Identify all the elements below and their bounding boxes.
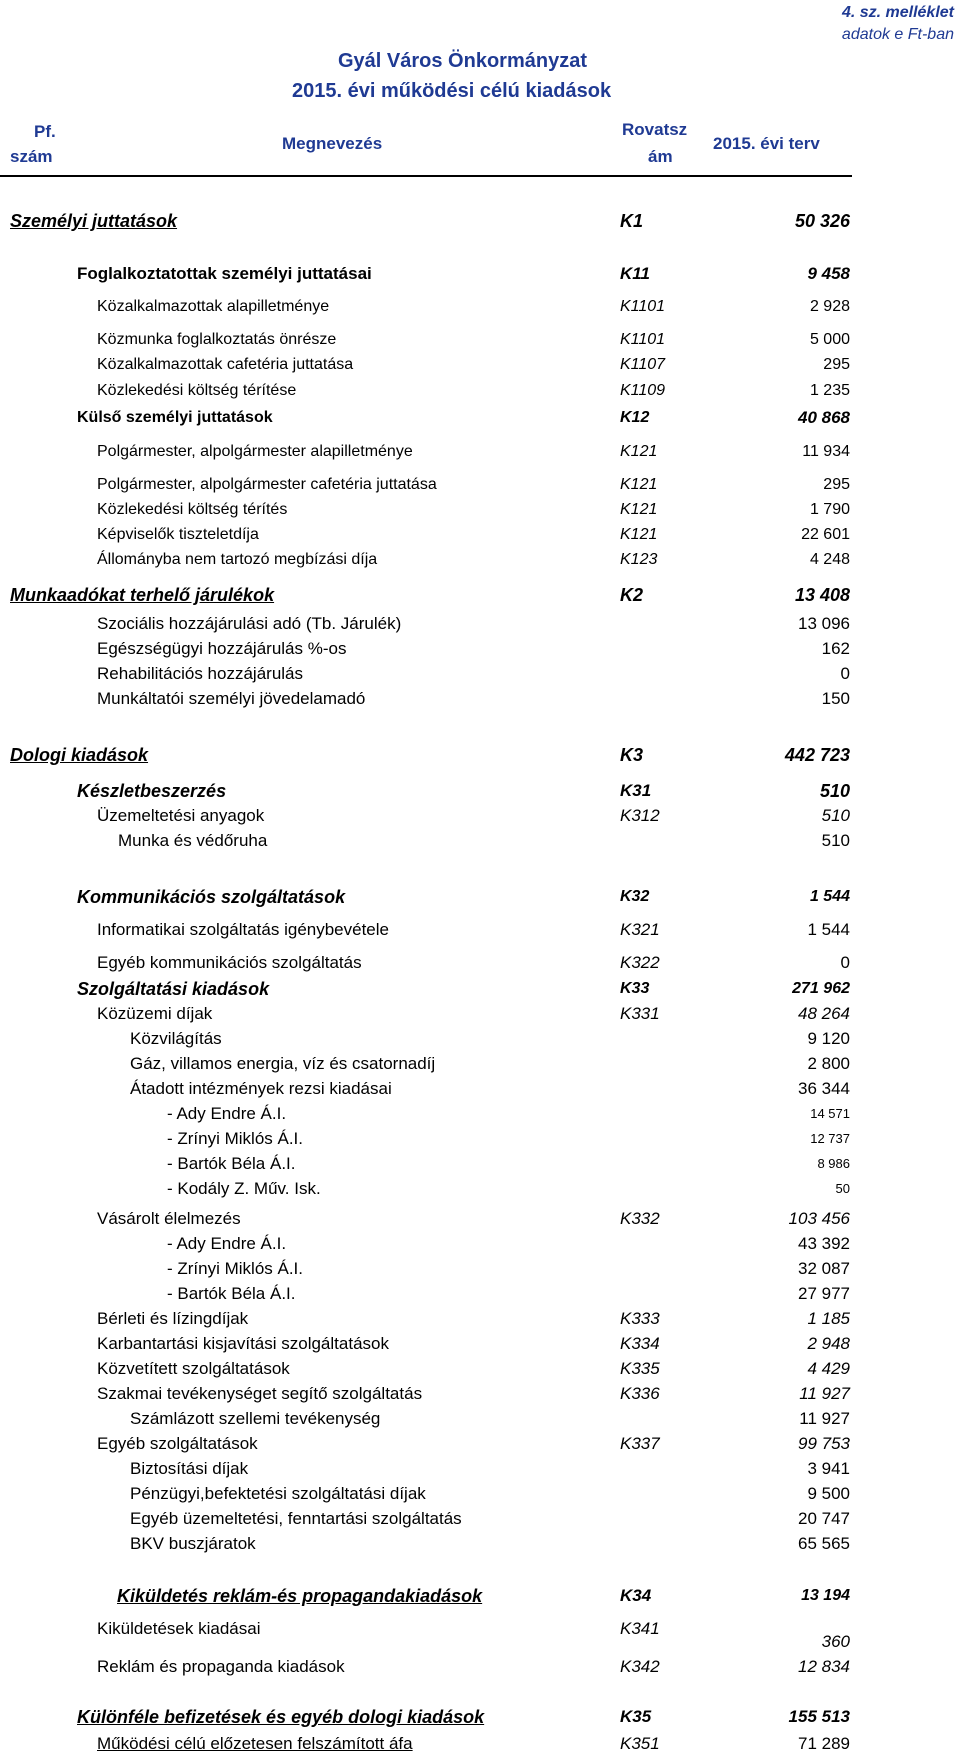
table-row — [0, 977, 852, 1001]
row-amount: 43 392 — [798, 1234, 850, 1253]
row-code: K321 — [620, 920, 660, 939]
row-amount: 2 800 — [807, 1054, 850, 1073]
table-row — [0, 1077, 852, 1101]
table-row — [0, 1507, 852, 1531]
row-name: Dologi kiadások — [10, 745, 149, 765]
row-amount: 71 289 — [798, 1734, 850, 1753]
row-name: Személyi juttatások — [10, 211, 178, 231]
table-row — [0, 662, 852, 686]
row-name: Közlekedési költség térítés — [97, 501, 288, 518]
row-amount: 1 790 — [809, 501, 850, 518]
table-row — [0, 1207, 852, 1231]
row-code: K333 — [620, 1309, 660, 1328]
row-code: K332 — [620, 1209, 660, 1228]
row-amount: 50 — [835, 1181, 850, 1196]
row-name: Külső személyi juttatások — [77, 409, 273, 426]
table-row — [0, 1152, 852, 1176]
row-amount: 295 — [823, 356, 850, 373]
header-rule — [0, 175, 852, 177]
row-amount: 295 — [823, 476, 850, 493]
row-amount: 360 — [821, 1632, 850, 1651]
table-row — [0, 1102, 852, 1126]
row-amount: 162 — [821, 639, 850, 658]
row-amount: 4 248 — [809, 551, 850, 568]
row-code: K351 — [620, 1734, 660, 1753]
row-name: Munkáltatói személyi jövedelamadó — [97, 689, 366, 708]
row-code: K121 — [620, 476, 658, 493]
table-row — [0, 1232, 852, 1256]
row-name: Különféle befizetések és egyéb dologi kiadások — [77, 1707, 485, 1727]
row-name: Rehabilitációs hozzájárulás — [97, 664, 304, 683]
row-name: - Kodály Z. Műv. Isk. — [167, 1179, 321, 1198]
table-row — [0, 612, 852, 636]
table-row — [0, 1307, 852, 1331]
row-amount: 0 — [840, 664, 850, 683]
table-row — [0, 779, 852, 803]
row-amount: 155 513 — [788, 1707, 850, 1726]
row-code: K121 — [620, 526, 658, 543]
row-code: K11 — [620, 264, 650, 283]
table-row — [0, 1532, 852, 1556]
table-row — [0, 440, 852, 464]
row-name: Kommunikációs szolgáltatások — [77, 887, 346, 907]
row-name: Szolgáltatási kiadások — [77, 979, 270, 999]
row-name: Egészségügyi hozzájárulás %-os — [97, 639, 347, 658]
row-name: Közvetített szolgáltatások — [97, 1359, 290, 1378]
row-amount: 103 456 — [788, 1209, 850, 1228]
row-amount: 40 868 — [798, 408, 850, 427]
table-row — [0, 637, 852, 661]
table-row — [0, 918, 852, 942]
row-code: K341 — [620, 1619, 660, 1638]
col-code-line2: ám — [648, 147, 673, 166]
row-name: Kiküldetések kiadásai — [97, 1619, 261, 1638]
row-code: K337 — [620, 1434, 660, 1453]
row-code: K121 — [620, 501, 658, 518]
table-row — [0, 1002, 852, 1026]
table-row — [0, 523, 852, 547]
table-row — [0, 804, 852, 828]
row-amount: 271 962 — [792, 980, 850, 997]
row-code: K1101 — [620, 298, 666, 315]
table-row — [0, 583, 852, 607]
table-row — [0, 1584, 852, 1608]
table-row — [0, 1332, 852, 1356]
row-amount: 9 458 — [807, 264, 850, 283]
row-name: Biztosítási díjak — [130, 1459, 249, 1478]
row-amount: 510 — [821, 831, 850, 850]
table-row — [0, 1457, 852, 1481]
row-amount: 1 235 — [809, 382, 850, 399]
row-name: Karbantartási kisjavítási szolgáltatások — [97, 1334, 389, 1353]
row-name: Egyéb kommunikációs szolgáltatás — [97, 953, 362, 972]
row-code: K1107 — [620, 356, 666, 373]
row-code: K312 — [620, 806, 660, 825]
row-code: K342 — [620, 1657, 660, 1676]
row-code: K1101 — [620, 331, 666, 348]
org-name: Gyál Város Önkormányzat — [338, 50, 587, 72]
row-name: - Ady Endre Á.I. — [167, 1234, 287, 1253]
table-row — [0, 1732, 852, 1756]
row-name: Foglalkoztatottak személyi juttatásai — [77, 264, 372, 283]
table-row — [0, 498, 852, 522]
row-name: Közlekedési költség térítése — [97, 382, 297, 399]
row-amount: 20 747 — [798, 1509, 850, 1528]
row-amount: 2 948 — [807, 1334, 850, 1353]
row-amount: 2 928 — [809, 298, 850, 315]
row-amount: 12 834 — [798, 1657, 850, 1676]
row-name: Állományba nem tartozó megbízási díja — [97, 551, 378, 568]
col-plan-header: 2015. évi terv — [713, 134, 820, 153]
table-row — [0, 1177, 852, 1201]
table-row — [0, 1357, 852, 1381]
table-row — [0, 379, 852, 403]
row-amount: 32 087 — [798, 1259, 850, 1278]
table-row — [0, 1127, 852, 1151]
row-amount: 27 977 — [798, 1284, 850, 1303]
row-code: K121 — [620, 443, 658, 460]
row-code: K331 — [620, 1004, 660, 1023]
row-amount: 11 934 — [802, 443, 850, 460]
table-row — [0, 1027, 852, 1051]
row-amount: 50 326 — [794, 211, 850, 231]
col-pf-line1: Pf. — [34, 122, 56, 141]
table-row — [0, 1257, 852, 1281]
row-name: Munka és védőruha — [118, 831, 268, 850]
col-pf-line2: szám — [10, 147, 53, 166]
unit-note: adatok e Ft-ban — [841, 26, 954, 43]
row-amount: 65 565 — [798, 1534, 850, 1553]
row-code: K334 — [620, 1334, 660, 1353]
row-code: K3 — [620, 745, 644, 765]
table-row — [0, 295, 852, 319]
row-name: - Bartók Béla Á.I. — [167, 1154, 296, 1173]
row-name: Közvilágítás — [130, 1029, 222, 1048]
row-name: Számlázott szellemi tevékenység — [130, 1409, 381, 1428]
row-code: K336 — [620, 1384, 660, 1403]
row-name: Közmunka foglalkoztatás önrésze — [97, 331, 337, 348]
table-row — [0, 1655, 852, 1679]
table-row — [0, 209, 852, 233]
row-code: K32 — [620, 888, 650, 905]
row-code: K2 — [620, 585, 644, 605]
row-amount: 11 927 — [799, 1384, 850, 1403]
row-name: Polgármester, alpolgármester cafetéria juttatása — [97, 476, 437, 493]
row-amount: 13 408 — [794, 585, 850, 605]
row-name: - Bartók Béla Á.I. — [167, 1284, 296, 1303]
row-amount: 510 — [821, 806, 850, 825]
table-row — [0, 406, 852, 430]
table-row — [0, 1282, 852, 1306]
row-name: Pénzügyi,befektetési szolgáltatási díjak — [130, 1484, 426, 1503]
row-name: Kiküldetés reklám-és propagandakiadások — [117, 1586, 483, 1606]
annex-number: 4. sz. melléklet — [841, 4, 954, 21]
row-amount: 11 927 — [799, 1409, 850, 1428]
row-name: - Zrínyi Miklós Á.I. — [167, 1259, 304, 1278]
row-amount: 5 000 — [809, 331, 850, 348]
row-code: K33 — [620, 980, 650, 997]
table-row — [0, 1382, 852, 1406]
row-amount: 1 544 — [807, 920, 850, 939]
row-name: Gáz, villamos energia, víz és csatornadíj — [130, 1054, 436, 1073]
row-name: Közüzemi díjak — [97, 1004, 213, 1023]
row-code: K1109 — [620, 382, 666, 399]
row-name: Képviselők tiszteletdíja — [97, 526, 259, 543]
table-row — [0, 1617, 852, 1651]
col-name-header: Megnevezés — [282, 134, 383, 153]
row-amount: 9 120 — [807, 1029, 850, 1048]
row-name: Munkaadókat terhelő járulékok — [10, 585, 275, 605]
row-name: Működési célú előzetesen felszámított áfa — [97, 1734, 413, 1753]
row-name: Szakmai tevékenységet segítő szolgáltatás — [97, 1384, 423, 1403]
row-amount: 99 753 — [798, 1434, 850, 1453]
table-row — [0, 687, 852, 711]
row-amount: 14 571 — [810, 1106, 850, 1121]
table-row — [0, 1052, 852, 1076]
row-code: K322 — [620, 953, 660, 972]
row-code: K35 — [620, 1707, 652, 1726]
row-name: - Ady Endre Á.I. — [167, 1104, 287, 1123]
row-name: Közalkalmazottak cafetéria juttatása — [97, 356, 354, 373]
row-amount: 13 096 — [798, 614, 850, 633]
col-code-line1: Rovatsz — [622, 120, 688, 139]
row-amount: 510 — [819, 781, 850, 801]
row-code: K335 — [620, 1359, 660, 1378]
row-name: Polgármester, alpolgármester alapilletménye — [97, 443, 413, 460]
report-title: 2015. évi működési célú kiadások — [292, 80, 612, 102]
row-name: BKV buszjáratok — [130, 1534, 256, 1553]
table-row — [0, 328, 852, 352]
row-name: - Zrínyi Miklós Á.I. — [167, 1129, 304, 1148]
row-name: Átadott intézmények rezsi kiadásai — [130, 1079, 392, 1098]
row-name: Üzemeltetési anyagok — [97, 806, 265, 825]
row-amount: 9 500 — [807, 1484, 850, 1503]
table-row — [0, 743, 852, 767]
row-amount: 1 544 — [809, 888, 850, 905]
row-name: Szociális hozzájárulási adó (Tb. Járulék) — [97, 614, 402, 633]
row-name: Közalkalmazottak alapilletménye — [97, 298, 330, 315]
row-amount: 13 194 — [801, 1587, 850, 1604]
row-code: K31 — [620, 781, 652, 800]
row-amount: 48 264 — [798, 1004, 850, 1023]
row-code: K12 — [620, 409, 650, 426]
row-amount: 4 429 — [807, 1359, 850, 1378]
row-name: Reklám és propaganda kiadások — [97, 1657, 345, 1676]
row-name: Informatikai szolgáltatás igénybevétele — [97, 920, 389, 939]
row-name: Egyéb üzemeltetési, fenntartási szolgáltatás — [130, 1509, 462, 1528]
row-name: Bérleti és lízingdíjak — [97, 1309, 249, 1328]
row-amount: 36 344 — [798, 1079, 850, 1098]
table-row — [0, 262, 852, 286]
row-amount: 12 737 — [810, 1131, 850, 1146]
table-row — [0, 1705, 852, 1729]
table-row — [0, 353, 852, 377]
table-row — [0, 829, 852, 853]
row-code: K34 — [620, 1586, 652, 1605]
row-name: Vásárolt élelmezés — [97, 1209, 241, 1228]
table-row — [0, 1482, 852, 1506]
row-amount: 1 185 — [807, 1309, 850, 1328]
row-amount: 0 — [840, 953, 850, 972]
table-row — [0, 548, 852, 572]
row-amount: 150 — [821, 689, 850, 708]
row-amount: 3 941 — [807, 1459, 850, 1478]
table-row — [0, 473, 852, 497]
row-amount: 22 601 — [801, 526, 850, 543]
row-code: K1 — [620, 211, 644, 231]
table-row — [0, 951, 852, 975]
table-row — [0, 1407, 852, 1431]
row-amount: 442 723 — [784, 745, 850, 765]
row-code: K123 — [620, 551, 658, 568]
row-name: Készletbeszerzés — [77, 781, 227, 801]
row-amount: 8 986 — [817, 1156, 850, 1171]
table-row — [0, 1432, 852, 1456]
row-name: Egyéb szolgáltatások — [97, 1434, 258, 1453]
table-row — [0, 885, 852, 909]
